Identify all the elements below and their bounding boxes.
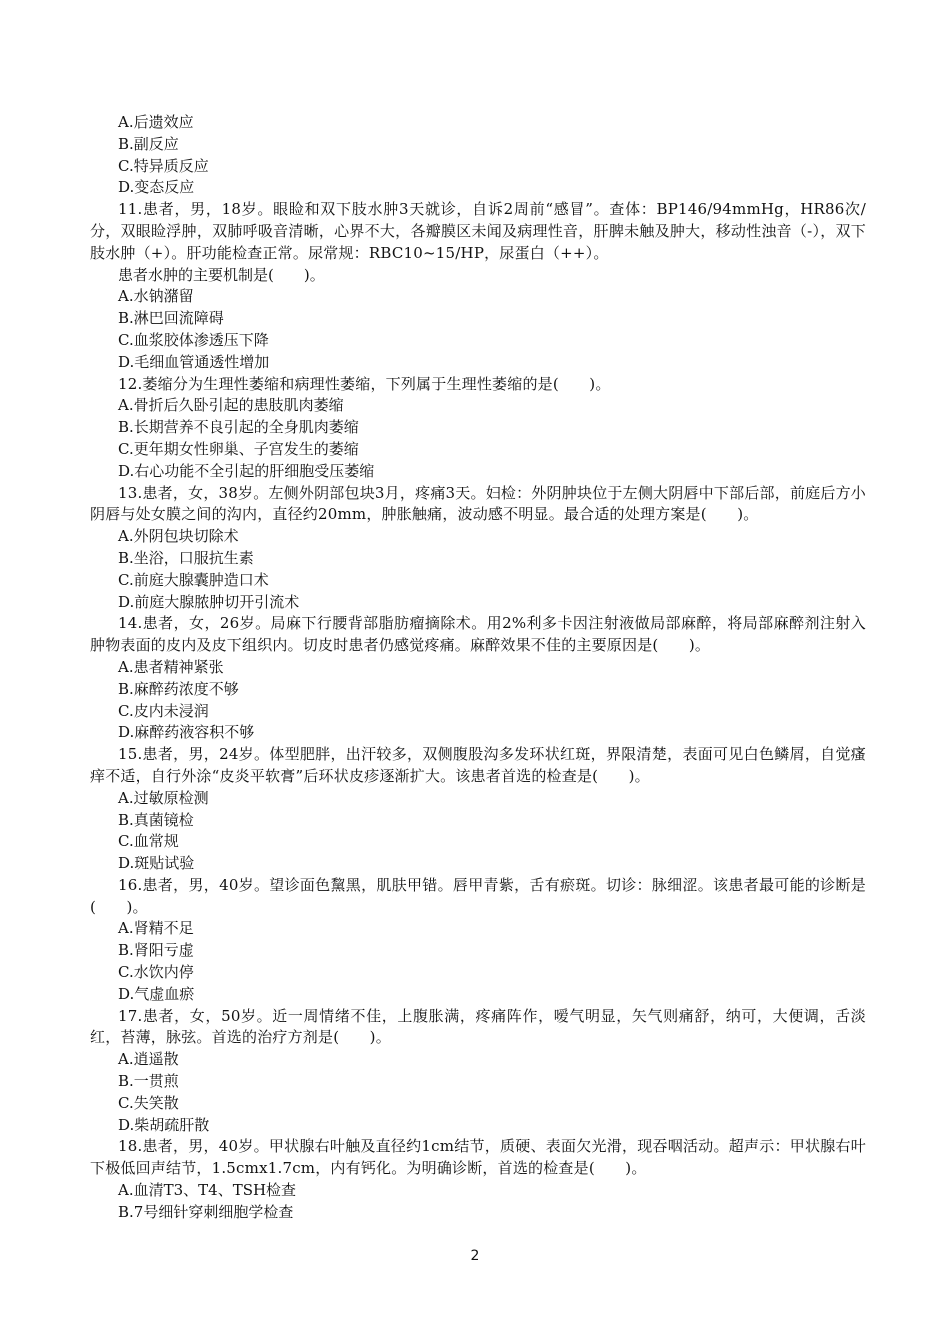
question-11-prompt: 患者水肿的主要机制是( )。: [118, 265, 325, 284]
option-d: D.前庭大腺脓肿切开引流术: [118, 592, 300, 611]
option-a: A.肾精不足: [118, 919, 194, 938]
question-18-stem: 18.患者，男，40岁。甲状腺右叶触及直径约1cm结节，质硬、表面欠光滑，现吞咽活动。超声示：甲状腺右叶下极低回声结节，1.5cmx1.7cm，内有钙化。为明确诊断，首选的检查是( )。: [90, 1137, 866, 1178]
document-page: [90, 112, 866, 1224]
option-a: A.血清T3、T4、TSH检查: [118, 1181, 297, 1200]
option-a: A.后遗效应: [118, 113, 194, 131]
option-c: C.失笑散: [118, 1093, 179, 1112]
option-b: B.长期营养不良引起的全身肌肉萎缩: [118, 418, 359, 437]
option-c: C.皮内未浸润: [118, 701, 209, 720]
option-d: D.斑贴试验: [118, 854, 195, 873]
option-a: A.过敏原检测: [118, 788, 209, 807]
question-17-stem: 17.患者，女，50岁。近一周情绪不佳，上腹胀满，疼痛阵作，嗳气明显，矢气则痛舒，纳可，大便调，舌淡红，苔薄，脉弦。首选的治疗方剂是( )。: [90, 1006, 866, 1047]
option-b: B.真菌镜检: [118, 810, 194, 829]
option-a: A.逍遥散: [118, 1050, 179, 1069]
option-a: A.骨折后久卧引起的患肢肌肉萎缩: [118, 396, 344, 415]
option-c: C.血常规: [118, 832, 179, 851]
option-b: B.一贯煎: [118, 1072, 179, 1091]
option-d: D.变态反应: [118, 178, 195, 197]
question-15-stem: 15.患者，男，24岁。体型肥胖，出汗较多，双侧腹股沟多发环状红斑，界限清楚，表面可见白色鳞屑，自觉瘙痒不适，自行外涂“皮炎平软膏”后环状皮疹逐渐扩大。该患者首选的检查是( )。: [90, 745, 866, 785]
option-d: D.右心功能不全引起的肝细胞受压萎缩: [118, 461, 375, 480]
option-b: B.副反应: [118, 134, 179, 153]
question-11-stem: 11.患者，男，18岁。眼睑和双下肢水肿3天就诊，自诉2周前“感冒”。查体：BP146/94mmHg，HR86次/分，双眼睑浮肿，双肺呼吸音清晰，心界不大，各瓣膜区未闻及病理性音，肝脾未触及肿大，移动性浊音（-），双下肢水肿（+）。肝功能检查正常。尿常规：RBC10~15/HP，尿蛋白（++）。: [90, 200, 866, 262]
option-b: B.肾阳亏虚: [118, 941, 194, 960]
question-14-stem: 14.患者，女，26岁。局麻下行腰背部脂肪瘤摘除术。用2%利多卡因注射液做局部麻醉，将局部麻醉剂注射入肿物表面的皮内及皮下组织内。切皮时患者仍感觉疼痛。麻醉效果不佳的主要原因是( )。: [90, 614, 866, 655]
option-b: B.麻醉药浓度不够: [118, 679, 239, 698]
question-12-stem: 12.萎缩分为生理性萎缩和病理性萎缩，下列属于生理性萎缩的是( )。: [118, 374, 611, 393]
question-13-stem: 13.患者，女，38岁。左侧外阴部包块3月，疼痛3天。妇检：外阴肿块位于左侧大阴唇中下部后部，前庭后方小阴唇与处女膜之间的沟内，直径约20mm，肿胀触痛，波动感不明显。最合适的处理方案是( )。: [90, 483, 866, 524]
option-b: B.淋巴回流障碍: [118, 309, 224, 328]
option-c: C.特异质反应: [118, 156, 209, 175]
option-a: A.水钠潴留: [118, 287, 194, 306]
option-c: C.血浆胶体渗透压下降: [118, 330, 269, 349]
option-a: A.外阴包块切除术: [118, 527, 239, 546]
option-c: C.前庭大腺囊肿造口术: [118, 570, 269, 589]
page-number: 2: [470, 1248, 480, 1264]
option-c: C.更年期女性卵巢、子宫发生的萎缩: [118, 439, 359, 458]
option-d: D.麻醉药液容积不够: [118, 723, 255, 742]
option-d: D.毛细血管通透性增加: [118, 352, 270, 371]
question-16-stem: 16.患者，男，40岁。望诊面色黧黑，肌肤甲错。唇甲青紫，舌有瘀斑。切诊：脉细涩。该患者最可能的诊断是( )。: [90, 875, 866, 916]
option-a: A.患者精神紧张: [118, 657, 224, 676]
option-b: B.7号细针穿刺细胞学检查: [118, 1202, 294, 1221]
option-b: B.坐浴，口服抗生素: [118, 548, 254, 567]
option-d: D.气虚血瘀: [118, 984, 195, 1003]
option-d: D.柴胡疏肝散: [118, 1115, 210, 1134]
option-c: C.水饮内停: [118, 963, 194, 982]
